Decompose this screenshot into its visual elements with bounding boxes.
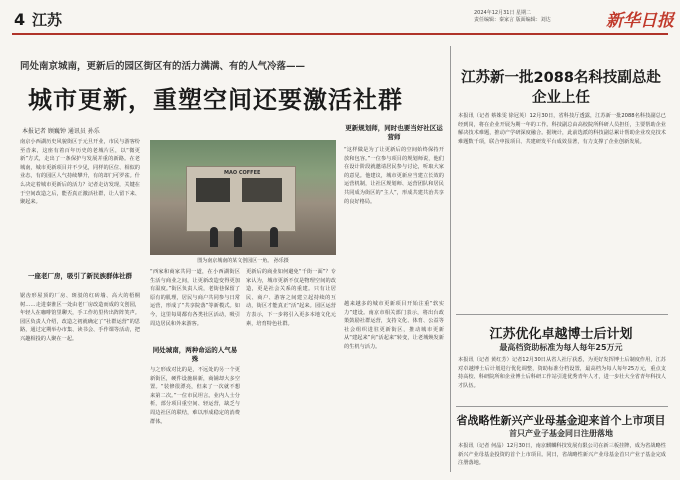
tech-vp-headline: 江苏新一批2088名科技副总赴企业上任 [461, 70, 661, 106]
lead-column-4: 越来越多的城市更新项目开始注重“软实力”建设。南京市相关部门表示，将出台政策鼓励社群运营，支持文化、体育、公益等社会组织进驻更新街区，推动城市更新从“建起来”向“活起来”转变，让老城焕发新的生机与活力。 [344, 301, 444, 350]
lead-column-1: 南京小西湖历史风貌街区于元旦开业，市民与游客纷至沓来，这座有着百年历史的老城片区，以“微更新”方式，走出了一条保护与发展并重的新路。在老城南，城市更新项目并不少见，同样的区位、相似的业态，有的园区人气持续攀升，有的却门可罗雀。什么决定着城市更新后的活力？记者走访发现，关键在于空间改造之后，能否真正激活社群，让人留下来、聚起来。 [20, 139, 140, 206]
column-divider [450, 46, 451, 472]
lead-photo [150, 140, 336, 255]
lead-column-1b: 锯齿形屋顶的厂房、斑驳的红砖墙、高大的梧桐树……走进秦淮区一处由老厂房改造而成的文创园，年轻人在咖啡馆里聊天，手工作坊里传出阵阵笑声。园区负责人介绍，改造之初就确定了“社群运营”的思路，通过定期举办市集、读书会、手作课等活动，把兴趣相投的人聚在一起。 [20, 293, 140, 342]
lead-headline: 城市更新，重塑空间还要激活社群 [28, 86, 403, 114]
photo-caption: 图为南京城南的某文创园区一角。 孙乐摄 [197, 258, 289, 264]
lead-subhead-c: 更新规划师，同时也要当好社区运营师 [345, 124, 443, 141]
lead-subtitle: 同处南京城南，更新后的园区街区有的活力满满、有的人气冷落—— [20, 61, 306, 72]
issue-meta [474, 10, 594, 24]
lead-subhead-a: 一座老厂房，吸引了新民族群体社群 [28, 272, 132, 280]
section-name: 江苏 [32, 11, 63, 29]
lead-subhead-b: 同处城南，两种命运的人气易殊 [152, 346, 238, 363]
photo-shop-sign: MAO COFFEE [224, 170, 261, 176]
lead-column-3: 更新后的商业如何避免“千街一面”？专家认为，城市更新不仅是物理空间的改造，更是社会关系的重建。只有让居民、商户、游客之间建立起持续的互动，街区才能真正“活”起来。园区运营方表示，下一步将引入更多本地文化元素，培育特色社群。 [246, 269, 336, 327]
story-divider-2 [456, 406, 668, 407]
page-header [0, 0, 680, 34]
page-number: 4 [14, 10, 26, 29]
lead-column-2: “西家和商家共同一道，在小西湖街区生活与商业之间，让更新改造变得更加有温度。”街区负责人说，老街巷保留了原有的肌理，居民与商户共同参与日常运营，形成了“共享院落”等新模式。如今，这里每周都有各类社区活动，吸引周边居民和外来游客。 [150, 269, 240, 327]
lead-byline: 本报记者 顾巍钟 通讯员 孙乐 [22, 128, 100, 135]
issue-editors: 责任编辑：秦家言 版面编辑：刘达 [474, 17, 551, 23]
tech-vp-body: 本报讯（记者 蔡姝雯 徐冠英）12月30日，省科技厅透露，江苏新一批2088名科技副总已经到岗，将在企业开展为期一年的工作。科技副总由高校院所科研人员担任，主要帮助企业解决技术难题，推动产学研深度融合。据统计，此前选派的科技副总累计帮助企业攻克技术难题数千项，联合申报项目、共建研发平台成效显著，有力支撑了企业创新发展。 [458, 113, 666, 145]
issue-date: 2024年12月31日 星期二 [474, 10, 532, 16]
lead-column-2b: 与之形成对比的是，不远处的另一个更新街区，硬件设施崭新，商铺却大多空置。“装修很漂亮，但来了一次就不想来第二次。”一位市民坦言。业内人士分析，部分项目重空间、轻运营，缺乏与周边社区的联结，难以形成稳定的消费群体。 [150, 367, 240, 425]
fund-subtitle: 首只产业子基金同日注册落地 [509, 429, 613, 438]
header-rule [12, 33, 668, 35]
postdoc-subtitle: 最高档资助标准为每人每年25万元 [499, 343, 623, 352]
story-divider-1 [456, 314, 668, 315]
fund-body: 本报讯（记者 何晶）12月30日，南京麒麟科技发展有限公司在新三板挂牌，成为省战略性新兴产业母基金投资的首个上市项目。同日，省战略性新兴产业母基金首只产业子基金完成注册落地。 [458, 443, 666, 467]
postdoc-headline: 江苏优化卓越博士后计划 [489, 327, 633, 342]
fund-headline: 省战略性新兴产业母基金迎来首个上市项目 [456, 414, 666, 427]
newspaper-logo: 新华日报 [606, 11, 674, 31]
lead-column-3b: “这样做是为了让更新后的空间始终保持开放和包容。”一位参与项目的规划师说，他们在设计阶段就邀请居民参与讨论，听取大家的意见。他建议，城市更新应当建立长效的运营机制，让社区规划师、运营团队和居民共同成为街区的“主人”，形成共建共治共享的良好格局。 [344, 147, 444, 205]
postdoc-body: 本报讯（记者 黄红芳）记者12月30日从省人社厅获悉，为更好发挥博士后制度作用，江苏对卓越博士后计划进行优化调整，资助标准分档设置，最高档为每人每年25万元，重点支持高校、科研院所和企业博士后科研工作站引进优秀青年人才，进一步壮大全省青年科技人才队伍。 [458, 357, 666, 389]
